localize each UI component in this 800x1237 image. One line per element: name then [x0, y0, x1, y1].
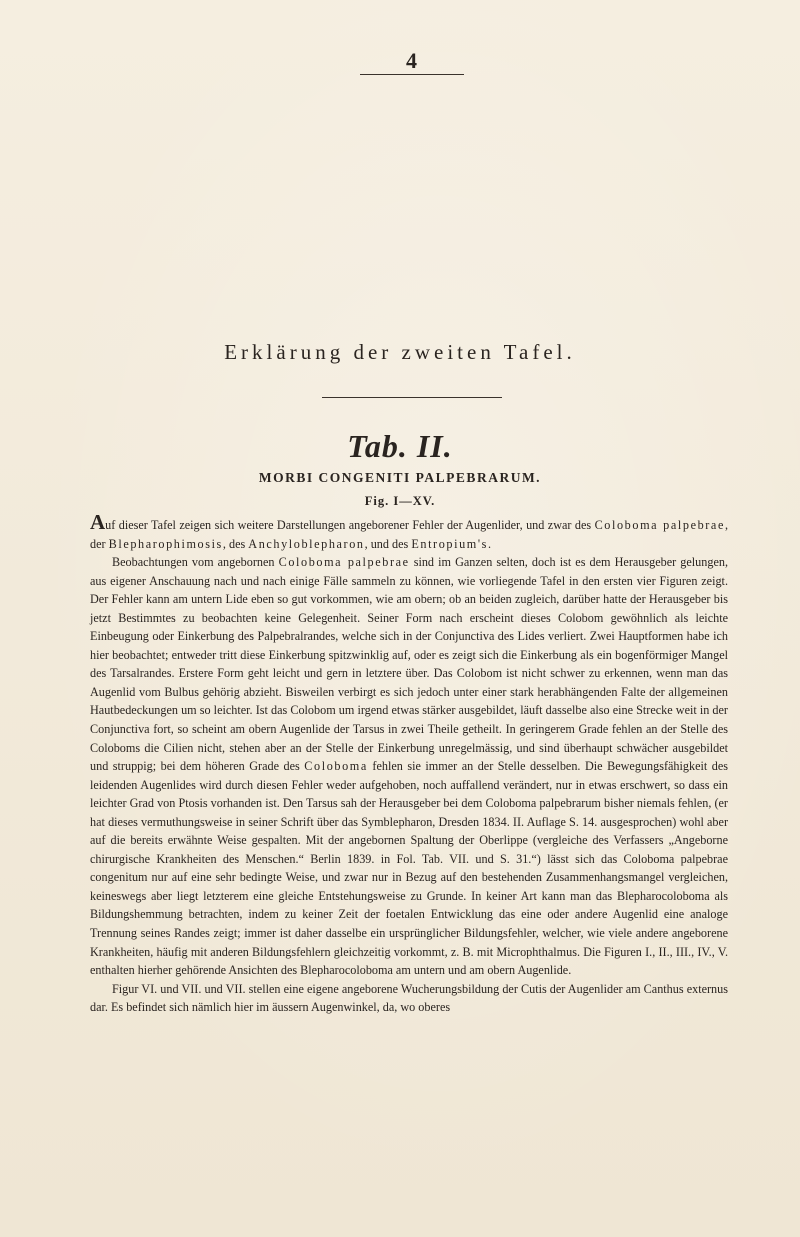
text-run: , der — [90, 518, 728, 551]
term-coloboma: Coloboma — [304, 759, 368, 774]
text-run: fehlen sie immer an der Stelle desselben. Die Bewegungsfähigkeit des leidenden Augenlides wird durch diesen Fehler weder aufgehoben, noch auffallend verändert, nur in etwas erschwert, so dass ein leichter Grad von Ptosis vorhanden ist. Den Tarsus sah der Herausgeber bei dem Coloboma palpebrarum bisher niemals fehlen, (er hat dieses vermuthungsweise in seiner Schrift über das Symblepharon, Dresden 1834. II. Auflage S. 14. ausgesprochen) wohl aber auf die bereits erwähnte Weise gespalten. Mit der angebornen Spaltung der Oberlippe (vergleiche des Verfassers „Angeborne chirurgische Krankheiten des Menschen.“ Berlin 1839. in Fol. Tab. VII. und S. 31.“) lässt sich das Coloboma palpebrae congenitum nur auf eine sehr bedingte Weise, und zwar nur in Bezug auf den bestehenden Zusammenhangsmangel vergleichen, keineswegs aber liegt letzterem eine gleiche Entstehungsweise zu Grunde. In keiner Art kann man das Blepharocoloboma als Bildungshemmung betrachten, indem zu keiner Zeit der foetalen Entwicklung das eine oder andere Augenlid eine analoge Trennung seines Randes zeigt; immer ist daher dasselbe ein ursprünglicher Bildungsfehler, welcher, wie viele andere angeborene Krankheiten, häufig mit anderen Bildungsfehlern gleichzeitig vorkommt, z. B. mit Microphthalmus. Die Figuren I., II., III., IV., V. enthalten hierher gehörende Ansichten des Blepharocoloboma am untern und am obern Augenlide. — [90, 759, 729, 978]
text-run: uf dieser Tafel zeigen sich weitere Darstellungen angeborener Fehler der Augenlider, und zwar des — [105, 518, 595, 532]
figure-range: Fig. I—XV. — [364, 494, 436, 508]
term-entropium: Entropium's — [411, 536, 488, 551]
term-blepharophimosis: Blepharophimosis — [108, 536, 223, 551]
drop-cap: A — [90, 510, 106, 534]
plate-subject: MORBI CONGENITI PALPEBRARUM. — [258, 470, 542, 485]
text-run: sind im Ganzen selten, doch ist es dem Herausgeber gelungen, aus eigener Anschauung nach und nach einige Fälle sammeln zu können, wie vorliegende Tafel in den ersten vier Figuren zeigt. Der Fehler kann am untern Lide eben so gut vorkommen, wie am obern; ob an beiden zugleich, darüber hatte der Herausgeber bis jetzt Bestimmtes zu beobachten keine Gelegenheit. Seiner Form nach erscheint dieses Colobom gewöhnlich als leichte Einbeugung oder Einkerbung des Palpebralrandes, welche sich in der Conjunctiva des Lides verliert. Zwei Hauptformen habe ich hier beobachtet; entweder tritt diese Einkerbung spitzwinklig auf, oder es zeigt sich die Einkerbung als ein bogenförmiger Mangel des Tarsalrandes. Erstere Form geht leicht und gern in letztere über. Das Colobom ist nicht schwer zu erkennen, wenn man das Augenlid vom Bulbus gehörig abzieht. Bisweilen verbirgt es sich jedoch unter einer stark herabhängenden Falte der allgemeinen Hautbedeckungen um so leichter. Ist das Colobom um irgend etwas stärker ausgebildet, läuft dasselbe also eine Strecke weit in der Conjunctiva fort, so scheint am obern Augenlide der Tarsus in zwei Theile getheilt. In geringerem Grade fehlen an der Stelle des Coloboms die Cilien nicht, stehen aber an der Stelle der Einkerbung unregelmässig, und sind überhaupt schwächer ausgebildet und struppig; bei dem höheren Grade des — [90, 555, 728, 774]
title-rule — [322, 397, 502, 398]
plate-heading: Tab. II. — [347, 428, 453, 464]
term-coloboma-palpebrae: Coloboma palpebrae — [278, 555, 410, 570]
body-text — [90, 510, 729, 1017]
text-run: , und des — [364, 536, 412, 551]
page-number: 4 — [406, 48, 418, 73]
text-run: Beobachtungen vom angebornen — [112, 555, 279, 570]
text-run: Figur VI. und VII. und VII. stellen eine eigene angeborene Wucherungsbildung der Cutis der Augenlider am Canthus externus dar. Es befindet sich nämlich hier im äussern Augenwinkel, da, wo oberes — [90, 981, 728, 1015]
page-number-rule — [360, 74, 464, 75]
paragraph-intro — [90, 510, 728, 553]
term-anchyloblepharon: Anchyloblepharon — [248, 536, 365, 551]
page-title: Erklärung der zweiten Tafel. — [224, 340, 576, 364]
text-run: . — [488, 536, 492, 551]
term-coloboma-palpebrae: Coloboma palpebrae — [594, 518, 725, 532]
paragraph-figures — [90, 980, 728, 1017]
text-run: , des — [222, 536, 249, 551]
paragraph-coloboma — [90, 553, 728, 980]
